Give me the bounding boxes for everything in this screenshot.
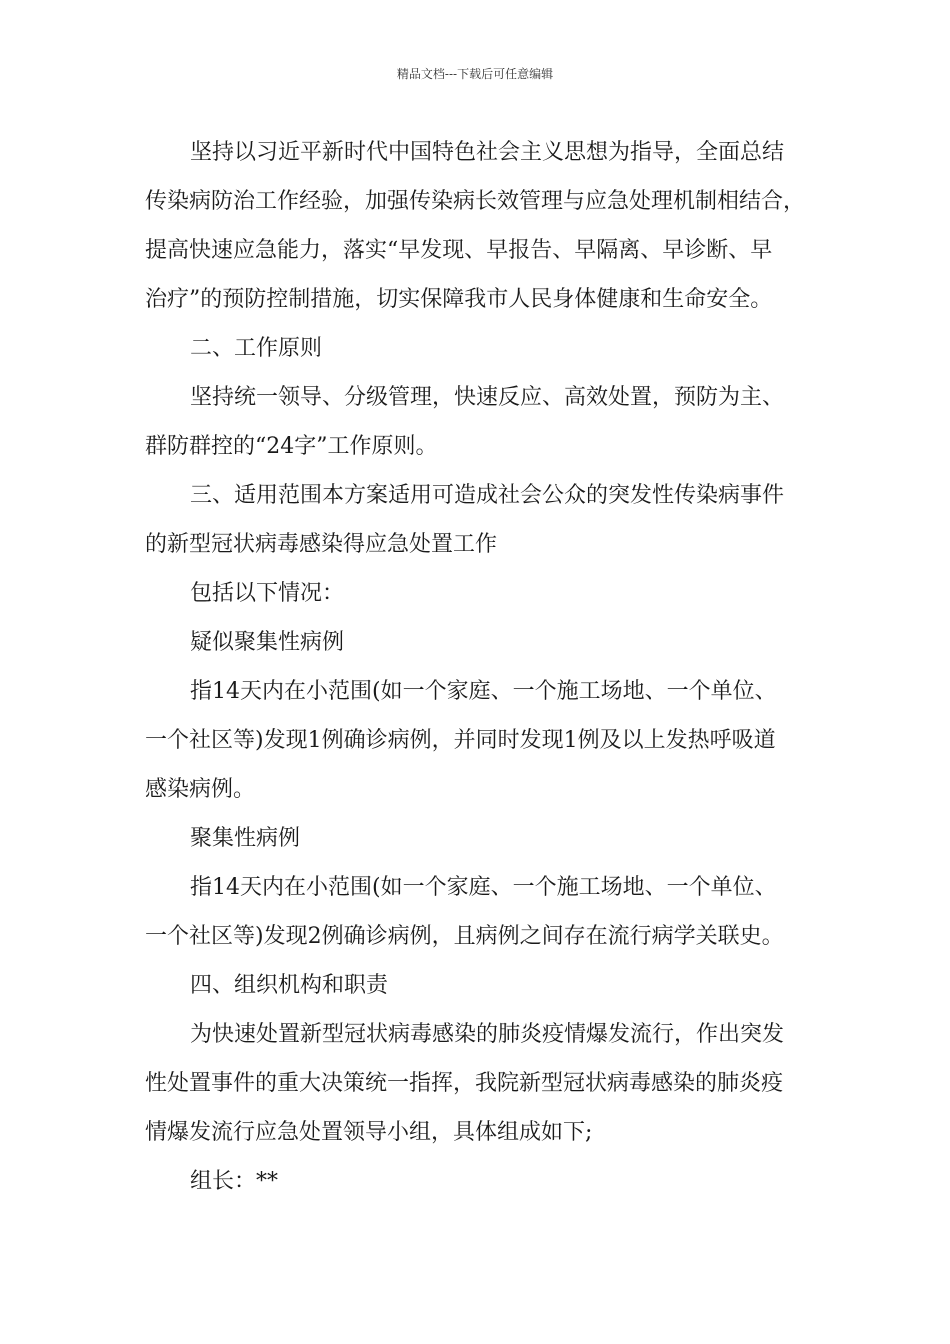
paragraph-line: 群防群控的“24字”工作原则。 [145, 434, 438, 459]
paragraph-line: 一个社区等)发现1例确诊病例，并同时发现1例及以上发热呼吸道 [145, 728, 776, 753]
paragraph-line: 组长：** [190, 1169, 279, 1194]
paragraph-line: 坚持以习近平新时代中国特色社会主义思想为指导，全面总结 [190, 140, 785, 165]
section-heading: 二、工作原则 [190, 336, 323, 361]
paragraph-line: 坚持统一领导、分级管理，快速反应、高效处置，预防为主、 [190, 385, 785, 410]
paragraph-line: 为快速处置新型冠状病毒感染的肺炎疫情爆发流行，作出突发 [190, 1022, 785, 1047]
section-heading: 三、适用范围本方案适用可造成社会公众的突发性传染病事件 [190, 483, 785, 508]
paragraph-line: 治疗”的预防控制措施，切实保障我市人民身体健康和生命安全。 [145, 287, 773, 312]
subheading: 聚集性病例 [190, 826, 301, 851]
paragraph-line: 指14天内在小范围(如一个家庭、一个施工场地、一个单位、 [190, 875, 777, 900]
paragraph-line: 提高快速应急能力，落实“早发现、早报告、早隔离、早诊断、早 [145, 238, 773, 263]
paragraph-line: 指14天内在小范围(如一个家庭、一个施工场地、一个单位、 [190, 679, 777, 704]
paragraph-line: 一个社区等)发现2例确诊病例，且病例之间存在流行病学关联史。 [145, 924, 784, 949]
page-header: 精品文档---下载后可任意编辑 [396, 67, 554, 81]
paragraph-line: 的新型冠状病毒感染得应急处置工作 [145, 532, 498, 557]
section-heading: 四、组织机构和职责 [190, 973, 389, 998]
paragraph-line: 情爆发流行应急处置领导小组，具体组成如下; [145, 1120, 593, 1145]
paragraph-line: 性处置事件的重大决策统一指挥，我院新型冠状病毒感染的肺炎疫 [145, 1071, 784, 1096]
paragraph-line: 传染病防治工作经验，加强传染病长效管理与应急处理机制相结合， [145, 189, 806, 214]
paragraph-line: 包括以下情况： [190, 581, 345, 606]
paragraph-line: 感染病例。 [145, 777, 256, 802]
subheading: 疑似聚集性病例 [190, 630, 345, 655]
document-body [145, 128, 825, 1206]
